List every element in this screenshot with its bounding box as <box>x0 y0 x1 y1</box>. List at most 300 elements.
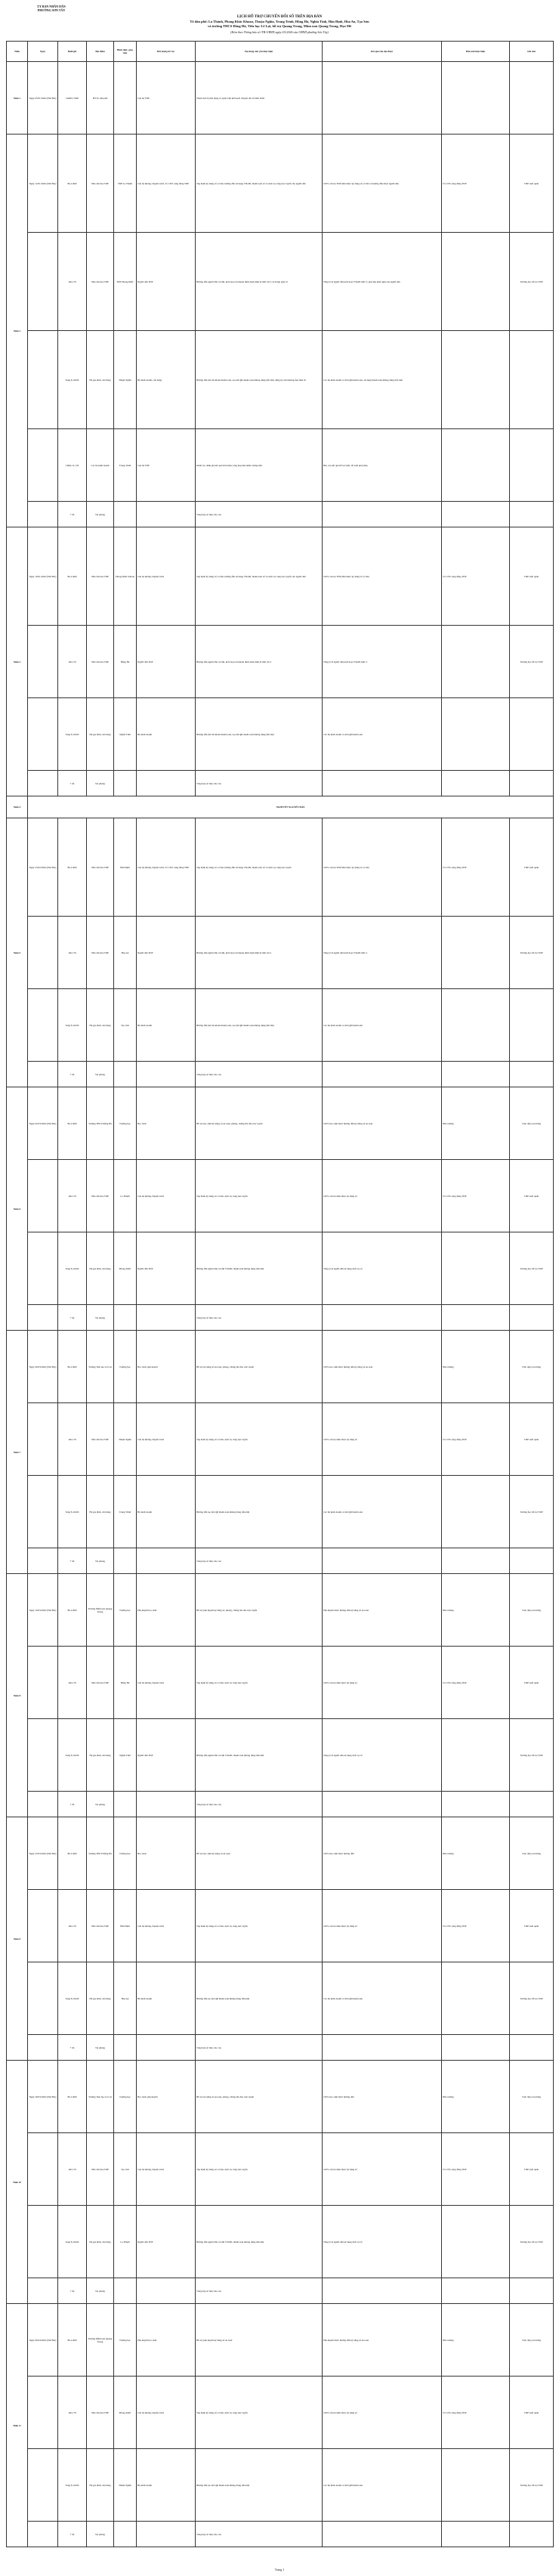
table-row <box>7 135 554 233</box>
cell-content: Hướng dẫn mở tài khoản thanh toán, tạo mã QR thanh toán không dùng tiền mặt, đăng ký sàn thương mại điện tử <box>196 331 323 429</box>
cell-target: Cán bộ không chuyên trách, Tổ CNS cộng đồng TDP <box>137 135 196 233</box>
cell-result: Tăng tỷ lệ người dân sử dụng dịch vụ số <box>323 1719 442 1792</box>
cell-content: Kiểm tra, đánh giá kết quả triển khai, tổng hợp khó khăn vướng mắc <box>196 429 323 502</box>
cell-place: Hộ gia đình, cửa hàng <box>87 989 114 1062</box>
cell-target: Người dân TDP <box>137 626 196 698</box>
table-row <box>7 1792 554 1817</box>
cell-content: Hướng dẫn người dân cài đặt VNeID, thanh toán không dùng tiền mặt <box>196 1719 323 1792</box>
cell-date <box>28 1792 58 1817</box>
cell-result <box>323 2035 442 2061</box>
cell-place: Hộ gia đình, cửa hàng <box>87 1719 114 1792</box>
cell-note: TDP xuất quân <box>510 2133 554 2206</box>
cell-time: 7 tối <box>58 1548 87 1574</box>
cell-form <box>114 771 137 796</box>
cell-note <box>510 1305 554 1331</box>
cell-form: Hòa An <box>114 1962 137 2035</box>
cell-note: Trực tiếp tại trường <box>510 1331 554 1403</box>
cell-form <box>114 1548 137 1574</box>
cell-content: Tập huấn kỹ năng số cơ bản, dịch vụ công trực tuyến <box>196 2133 323 2206</box>
cell-time: 14h-17h <box>58 233 87 331</box>
cell-form: La Thành <box>114 1160 137 1232</box>
cell-date: Ngày 30/03/2026 (Thứ Hai) <box>28 2061 58 2133</box>
cell-form: TDP Phong Khắc <box>114 233 137 331</box>
cell-note <box>510 1548 554 1574</box>
cell-content: Tổng hợp số liệu, báo cáo <box>196 2522 323 2547</box>
cell-result: 100% cán bộ TDP nắm được kỹ năng số cơ bản <box>323 527 442 626</box>
cell-content: Tổng hợp số liệu, báo cáo <box>196 1548 323 1574</box>
cell-result <box>323 2522 442 2547</box>
cell-note <box>510 698 554 771</box>
cell-form: Nghĩa Tình <box>114 1719 137 1792</box>
cell-place: Nhà văn hóa TDP <box>87 1160 114 1232</box>
cell-result: Tăng tỷ lệ người dân sử dụng dịch vụ số <box>323 1232 442 1305</box>
cell-result: 100% cán bộ TDP nắm được kỹ năng số cơ bản <box>323 818 442 917</box>
cell-lead <box>442 1548 510 1574</box>
cell-date <box>28 917 58 989</box>
cell-note <box>510 502 554 527</box>
cell-time: Sáng 8-11h00 <box>58 2449 87 2522</box>
cell-result: Các hộ kinh doanh có mã QR thanh toán <box>323 698 442 771</box>
subtitle-line-2: và trường THCS Đồng Hà, Tiểu học Lê Lợi, hỗ trợ Quang Trung, Mầm non Quang Trung, Hạo Mê <box>207 24 352 28</box>
cell-content: Tổng hợp số liệu, báo cáo <box>196 1792 323 1817</box>
cell-content: Hướng dẫn tạo mã QR thanh toán không dùng tiền mặt <box>196 1962 323 2035</box>
cell-content: Hỗ trợ kỹ năng số an toàn, phòng, chống lừa đảo trực tuyến <box>196 2061 323 2133</box>
cell-date: Ngày 06/04/2026 (Thứ Hai) <box>28 2304 58 2377</box>
cell-result: Tăng tỷ lệ người dân sử dụng dịch vụ số <box>323 2206 442 2278</box>
cell-place: Nhà văn hóa TDP <box>87 233 114 331</box>
cell-time: 7 tối <box>58 1792 87 1817</box>
cell-time: 7 tối <box>58 771 87 796</box>
cell-time: 8h-11h00 <box>58 2304 87 2377</box>
cell-content: Hỗ trợ kỹ năng số an toàn, phòng, chống lừa đảo trực tuyến <box>196 1331 323 1403</box>
cell-lead <box>442 2449 510 2522</box>
cell-place: Nhà văn hóa TDP <box>87 527 114 626</box>
holiday-label: NGHỈ TẾT NGUYÊN ĐÁN <box>28 796 554 818</box>
cell-target: Người dân TDP <box>137 233 196 331</box>
table-row <box>7 1087 554 1160</box>
table-row <box>7 527 554 626</box>
cell-place: Các hộ kinh doanh <box>87 429 114 502</box>
cell-note <box>510 771 554 796</box>
cell-result: Các hộ kinh doanh có mã QR thanh toán <box>323 989 442 1062</box>
cell-date: Ngày 09/03/2026 (Thứ Hai) <box>28 1331 58 1403</box>
cell-note <box>510 429 554 502</box>
cell-date <box>28 1962 58 2035</box>
cell-time: 8h-11h00 <box>58 2061 87 2133</box>
cell-time: Sáng 8-11h00 <box>58 331 87 429</box>
cell-week: Tuần 1 <box>7 62 28 135</box>
cell-form: Nghĩa Tình <box>114 698 137 771</box>
cell-target: Người dân TDP <box>137 917 196 989</box>
cell-form: Trường học <box>114 1574 137 1647</box>
col-lead: Đầu mối thực hiện <box>442 42 510 62</box>
cell-target: Cán bộ không chuyên trách <box>137 1890 196 1962</box>
cell-lead: Tổ CNS cộng đồng TDP <box>442 1160 510 1232</box>
cell-lead <box>442 917 510 989</box>
cell-form: Thuận Nghĩa <box>114 331 137 429</box>
cell-result: 100% cán bộ nắm được kỹ năng số <box>323 1403 442 1476</box>
cell-lead: Nhà trường <box>442 1574 510 1647</box>
cell-lead <box>442 62 510 135</box>
cell-form: Trung Trinh <box>114 429 137 502</box>
cell-place: Hộ gia đình, cửa hàng <box>87 2206 114 2278</box>
table-row <box>7 2304 554 2377</box>
cell-place: Nhà văn hóa TDP <box>87 2133 114 2206</box>
cell-date <box>28 1548 58 1574</box>
cell-place: Tại phòng <box>87 1548 114 1574</box>
cell-note: Trường học hỗ trợ TDP <box>510 2449 554 2522</box>
cell-target: Cán bộ không chuyên trách, Tổ CNS cộng đồng TDP <box>137 818 196 917</box>
cell-place: Nhà văn hóa TDP <box>87 1403 114 1476</box>
cell-time: 14h-17h <box>58 917 87 989</box>
cell-content: Tổng hợp số liệu, báo cáo <box>196 2035 323 2061</box>
cell-form: Trường học <box>114 1331 137 1403</box>
cell-content: Tổng hợp số liệu, báo cáo <box>196 1062 323 1087</box>
cell-lead <box>442 2035 510 2061</box>
cell-target <box>137 1792 196 1817</box>
cell-note: TDP xuất quân <box>510 527 554 626</box>
cell-date <box>28 1305 58 1331</box>
schedule-table <box>6 41 554 2547</box>
cell-note: Trường học hỗ trợ TDP <box>510 626 554 698</box>
cell-date <box>28 1476 58 1548</box>
table-row <box>7 233 554 331</box>
cell-note <box>510 2522 554 2547</box>
cell-note: Trực tiếp tại trường <box>510 2304 554 2377</box>
document-page <box>6 5 553 2547</box>
col-note: Ghi chú <box>510 42 554 62</box>
cell-result: 100% cán bộ nắm được kỹ năng số <box>323 1890 442 1962</box>
col-content: Nội dung chủ yếu thực hiện <box>196 42 323 62</box>
cell-date <box>28 1719 58 1792</box>
cell-place: Nhà văn hóa TDP <box>87 1890 114 1962</box>
cell-lead <box>442 698 510 771</box>
table-row <box>7 2061 554 2133</box>
table-row <box>7 2278 554 2304</box>
cell-result: 100% cán bộ TDP nắm được kỹ năng số cơ bản và hướng dẫn được người dân <box>323 135 442 233</box>
cell-content: Tập huấn kỹ năng số cơ bản, dịch vụ công trực tuyến <box>196 1647 323 1719</box>
cell-time: Sáng 8-11h00 <box>58 1476 87 1548</box>
cell-lead <box>442 771 510 796</box>
table-row <box>7 1476 554 1548</box>
cell-date: Ngày 12/01/2026 (Thứ Hai) <box>28 135 58 233</box>
cell-place: Tại phòng <box>87 1305 114 1331</box>
cell-time: Sáng 8-11h00 <box>58 989 87 1062</box>
table-row <box>7 1890 554 1962</box>
cell-lead <box>442 502 510 527</box>
cell-content: Hỗ trợ phụ huynh kỹ năng số, phòng, chống lừa đảo trực tuyến <box>196 1574 323 1647</box>
cell-form: Trường học <box>114 2304 137 2377</box>
cell-place: Hộ gia đình, cửa hàng <box>87 1962 114 2035</box>
cell-week: Tuần 7 <box>7 1331 28 1574</box>
table-row <box>7 1160 554 1232</box>
cell-target: Hộ kinh doanh <box>137 1476 196 1548</box>
cell-date <box>28 2206 58 2278</box>
title-block <box>6 15 553 35</box>
table-row <box>7 1305 554 1331</box>
table-row <box>7 331 554 429</box>
cell-result: Phụ huynh được hướng dẫn kỹ năng số an toàn <box>323 1574 442 1647</box>
cell-lead <box>442 233 510 331</box>
cell-form <box>114 1792 137 1817</box>
col-form: Hình thức, giao viên <box>114 42 137 62</box>
cell-note <box>510 331 554 429</box>
cell-place: Hộ gia đình, cửa hàng <box>87 1476 114 1548</box>
table-row <box>7 502 554 527</box>
cell-form <box>114 62 137 135</box>
cell-target: Hộ kinh doanh <box>137 2449 196 2522</box>
cell-note: TDP xuất quân <box>510 2377 554 2449</box>
cell-lead: Tổ CNS cộng đồng TDP <box>442 818 510 917</box>
table-row <box>7 1647 554 1719</box>
cell-content: Hỗ trợ học sinh kỹ năng số an toàn, phòng, chống lừa đảo trực tuyến <box>196 1087 323 1160</box>
cell-date <box>28 429 58 502</box>
cell-note: Trường học hỗ trợ TDP <box>510 2206 554 2278</box>
cell-time: Chiều 14-17h <box>58 429 87 502</box>
cell-note: Trường học hỗ trợ TDP <box>510 233 554 331</box>
cell-content: Tập huấn kỹ năng số cơ bản, dịch vụ công trực tuyến <box>196 2377 323 2449</box>
cell-week: Tuần 4 <box>7 796 28 818</box>
cell-date <box>28 698 58 771</box>
cell-result: Tăng tỷ lệ người dân kích hoạt VNeID mức 2 <box>323 626 442 698</box>
cell-place: Trường Mầm non Quang Trung <box>87 1574 114 1647</box>
cell-time: 7 tối <box>58 2522 87 2547</box>
cell-lead <box>442 626 510 698</box>
cell-target <box>137 2522 196 2547</box>
cell-target: Cán bộ không chuyên trách <box>137 1403 196 1476</box>
cell-result <box>323 1792 442 1817</box>
cell-date <box>28 331 58 429</box>
table-row <box>7 771 554 796</box>
cell-note: Trường học hỗ trợ TDP <box>510 1476 554 1548</box>
cell-note: Trực tiếp tại trường <box>510 1574 554 1647</box>
cell-content: Tổng hợp số liệu, báo cáo <box>196 502 323 527</box>
cell-content: Hướng dẫn người dân cài đặt, kích hoạt tài khoản định danh điện tử mức độ 2 <box>196 626 323 698</box>
cell-target: Cán bộ không chuyên trách <box>137 2377 196 2449</box>
cell-note: TDP xuất quân <box>510 1647 554 1719</box>
table-row <box>7 2035 554 2061</box>
cell-lead: Tổ CNS cộng đồng TDP <box>442 1647 510 1719</box>
cell-time: 8h-11h00 <box>58 527 87 626</box>
cell-time: 8h-11h00 <box>58 1087 87 1160</box>
cell-result: 100% học sinh được hướng dẫn <box>323 2061 442 2133</box>
table-row <box>7 2206 554 2278</box>
cell-result <box>323 1062 442 1087</box>
cell-result <box>323 1305 442 1331</box>
cell-form: Trường học <box>114 1817 137 1890</box>
cell-form <box>114 1062 137 1087</box>
cell-note: TDP xuất quân <box>510 818 554 917</box>
cell-target <box>137 2278 196 2304</box>
cell-place: Tại phòng <box>87 771 114 796</box>
issuer-header <box>6 5 97 12</box>
cell-note: TDP xuất quân <box>510 1890 554 1962</box>
cell-time: 14h00-17h00 <box>58 62 87 135</box>
cell-lead: Tổ CNS cộng đồng TDP <box>442 1890 510 1962</box>
cell-place: Nhà văn hóa TDP <box>87 917 114 989</box>
cell-place: Trường Tiểu học Lê Lợi <box>87 1331 114 1403</box>
cell-target: Cán bộ TDP <box>137 62 196 135</box>
cell-week: Tuần 2 <box>7 135 28 527</box>
cell-date <box>28 1232 58 1305</box>
cell-content: Hướng dẫn người dân cài đặt VNeID, thanh toán không dùng tiền mặt <box>196 1232 323 1305</box>
cell-time: 8h-11h00 <box>58 1574 87 1647</box>
org-line-2: PHƯỜNG SƠN TÂY <box>37 8 66 12</box>
cell-place: Trường Mầm non Quang Trung <box>87 2304 114 2377</box>
cell-place: Hộ gia đình, cửa hàng <box>87 698 114 771</box>
cell-note <box>510 2035 554 2061</box>
cell-target: Người dân TDP <box>137 2206 196 2278</box>
cell-content: Tập huấn kỹ năng số cơ bản, dịch vụ công trực tuyến <box>196 1403 323 1476</box>
cell-time: Sáng 8-11h00 <box>58 698 87 771</box>
cell-note <box>510 1062 554 1087</box>
cell-time: 7 tối <box>58 2278 87 2304</box>
cell-date: Ngày 05/01/2026 (Thứ Hai) <box>28 62 58 135</box>
cell-content: Tập huấn kỹ năng số cơ bản, dịch vụ công trực tuyến <box>196 1160 323 1232</box>
cell-date <box>28 626 58 698</box>
cell-form: Trung Trinh <box>114 1476 137 1548</box>
cell-place: Tại phòng <box>87 2522 114 2547</box>
cell-place: Hộ gia đình, cửa hàng <box>87 2449 114 2522</box>
cell-form: Hồng Hà <box>114 1647 137 1719</box>
cell-place: HT Tổ dân phố <box>87 62 114 135</box>
cell-content: Hướng dẫn người dân cài đặt, kích hoạt tài khoản định danh điện tử mức độ 2 <box>196 917 323 989</box>
cell-lead: Nhà trường <box>442 1087 510 1160</box>
table-row <box>7 917 554 989</box>
cell-date <box>28 989 58 1062</box>
cell-time: 14h-17h <box>58 626 87 698</box>
cell-content: Hướng dẫn mở tài khoản thanh toán, tạo mã QR thanh toán không dùng tiền mặt <box>196 989 323 1062</box>
cell-note: Trường học hỗ trợ TDP <box>510 917 554 989</box>
cell-note <box>510 1792 554 1817</box>
cell-form: Phong Khắc Khoan <box>114 527 137 626</box>
cell-lead <box>442 1476 510 1548</box>
cell-lead: Nhà trường <box>442 2061 510 2133</box>
table-row <box>7 989 554 1062</box>
cell-lead <box>442 2278 510 2304</box>
cell-form: Phong Khắc <box>114 1232 137 1305</box>
cell-result: Tăng tỷ lệ người dân kích hoạt VNeID mức 2 <box>323 917 442 989</box>
cell-lead <box>442 1962 510 2035</box>
cell-content: Tổng hợp số liệu, báo cáo <box>196 771 323 796</box>
cell-lead: Tổ CNS cộng đồng TDP <box>442 2377 510 2449</box>
cell-result: Phụ huynh được hướng dẫn kỹ năng số an toàn <box>323 2304 442 2377</box>
cell-target <box>137 771 196 796</box>
table-row <box>7 1719 554 1792</box>
cell-lead <box>442 2522 510 2547</box>
cell-form: Phong Khắc <box>114 2377 137 2449</box>
col-place: Địa điểm <box>87 42 114 62</box>
cell-lead <box>442 1232 510 1305</box>
page-number: Trang 1 <box>274 2568 285 2571</box>
cell-target: Hộ kinh doanh <box>137 989 196 1062</box>
cell-time: 14h-17h <box>58 1890 87 1962</box>
cell-form: Trường học <box>114 2061 137 2133</box>
cell-note: Trực tiếp tại trường <box>510 1817 554 1890</box>
cell-date: Ngày 23/03/2026 (Thứ Hai) <box>28 1817 58 1890</box>
cell-place: Nhà văn hóa TDP <box>87 818 114 917</box>
cell-target <box>137 2035 196 2061</box>
cell-time: Sáng 8-11h00 <box>58 2206 87 2278</box>
cell-time: 8h-11h00 <box>58 135 87 233</box>
cell-target: Hộ kinh doanh <box>137 1962 196 2035</box>
cell-time: 7 tối <box>58 2035 87 2061</box>
cell-target: Cán bộ không chuyên trách <box>137 1160 196 1232</box>
cell-result: 100% cán bộ nắm được kỹ năng số <box>323 2133 442 2206</box>
cell-week: Tuần 9 <box>7 1817 28 2061</box>
cell-date: Ngày 16/03/2026 (Thứ Hai) <box>28 1574 58 1647</box>
cell-place: Tại phòng <box>87 2278 114 2304</box>
table-header-row <box>7 42 554 62</box>
table-row <box>7 429 554 502</box>
cell-target: Phụ huynh học sinh <box>137 1574 196 1647</box>
cell-result: 100% học sinh được hướng dẫn <box>323 1817 442 1890</box>
table-row <box>7 818 554 917</box>
document-note: (Kèm theo Thông báo số /TB-UBND ngày /01/2026 của UBND phường Sơn Tây) <box>230 30 329 34</box>
cell-note <box>510 989 554 1062</box>
cell-lead: Nhà trường <box>442 2304 510 2377</box>
table-row <box>7 62 554 135</box>
cell-content: Hướng dẫn mở tài khoản thanh toán, tạo mã QR thanh toán không dùng tiền mặt <box>196 698 323 771</box>
cell-lead <box>442 1305 510 1331</box>
cell-lead <box>442 989 510 1062</box>
cell-week: Tuần 11 <box>7 2304 28 2547</box>
cell-note: TDP xuất quân <box>510 1403 554 1476</box>
table-row <box>7 2522 554 2547</box>
cell-target: Người dân TDP <box>137 1719 196 1792</box>
cell-time: 8h-11h00 <box>58 1331 87 1403</box>
cell-week: Tuần 6 <box>7 1087 28 1331</box>
cell-date: Ngày 02/03/2026 (Thứ Hai) <box>28 1087 58 1160</box>
cell-lead <box>442 331 510 429</box>
cell-result: Các hộ kinh doanh có mã QR thanh toán, sử dụng thanh toán không dùng tiền mặt <box>323 331 442 429</box>
table-row <box>7 1403 554 1476</box>
cell-form: TDP La Thành <box>114 135 137 233</box>
cell-target: Người dân TDP <box>137 1232 196 1305</box>
cell-form: Hồng Hà <box>114 626 137 698</box>
col-week: Tuần <box>7 42 28 62</box>
cell-target: Hộ kinh doanh, cửa hàng <box>137 331 196 429</box>
cell-lead: Tổ CNS cộng đồng TDP <box>442 527 510 626</box>
table-row <box>7 2133 554 2206</box>
cell-note: Trường học hỗ trợ TDP <box>510 1232 554 1305</box>
cell-time: 14h-17h <box>58 1160 87 1232</box>
cell-date <box>28 1890 58 1962</box>
table-row <box>7 2449 554 2522</box>
cell-form <box>114 1305 137 1331</box>
cell-result <box>323 502 442 527</box>
cell-lead <box>442 429 510 502</box>
cell-target: Học sinh <box>137 1817 196 1890</box>
cell-form <box>114 2278 137 2304</box>
cell-form: Hòa An <box>114 917 137 989</box>
cell-target: Phụ huynh học sinh <box>137 2304 196 2377</box>
cell-result: 100% cán bộ nắm được kỹ năng số <box>323 1160 442 1232</box>
table-row <box>7 626 554 698</box>
cell-place: Nhà văn hóa TDP <box>87 1647 114 1719</box>
cell-time: 14h-17h <box>58 1403 87 1476</box>
cell-place: Tại phòng <box>87 2035 114 2061</box>
cell-content: Tham dự Lễ phát động và quán triệt kế hoạch chuyển đổi số năm 2026 <box>196 62 323 135</box>
col-time: Buổi/giờ <box>58 42 87 62</box>
cell-result <box>323 1548 442 1574</box>
cell-lead: Nhà trường <box>442 1331 510 1403</box>
cell-time: 14h-17h <box>58 1647 87 1719</box>
cell-result: Các hộ kinh doanh có mã QR thanh toán <box>323 2449 442 2522</box>
cell-date <box>28 2377 58 2449</box>
cell-week: Tuần 5 <box>7 818 28 1087</box>
col-target: Đối tượng hỗ trợ <box>137 42 196 62</box>
